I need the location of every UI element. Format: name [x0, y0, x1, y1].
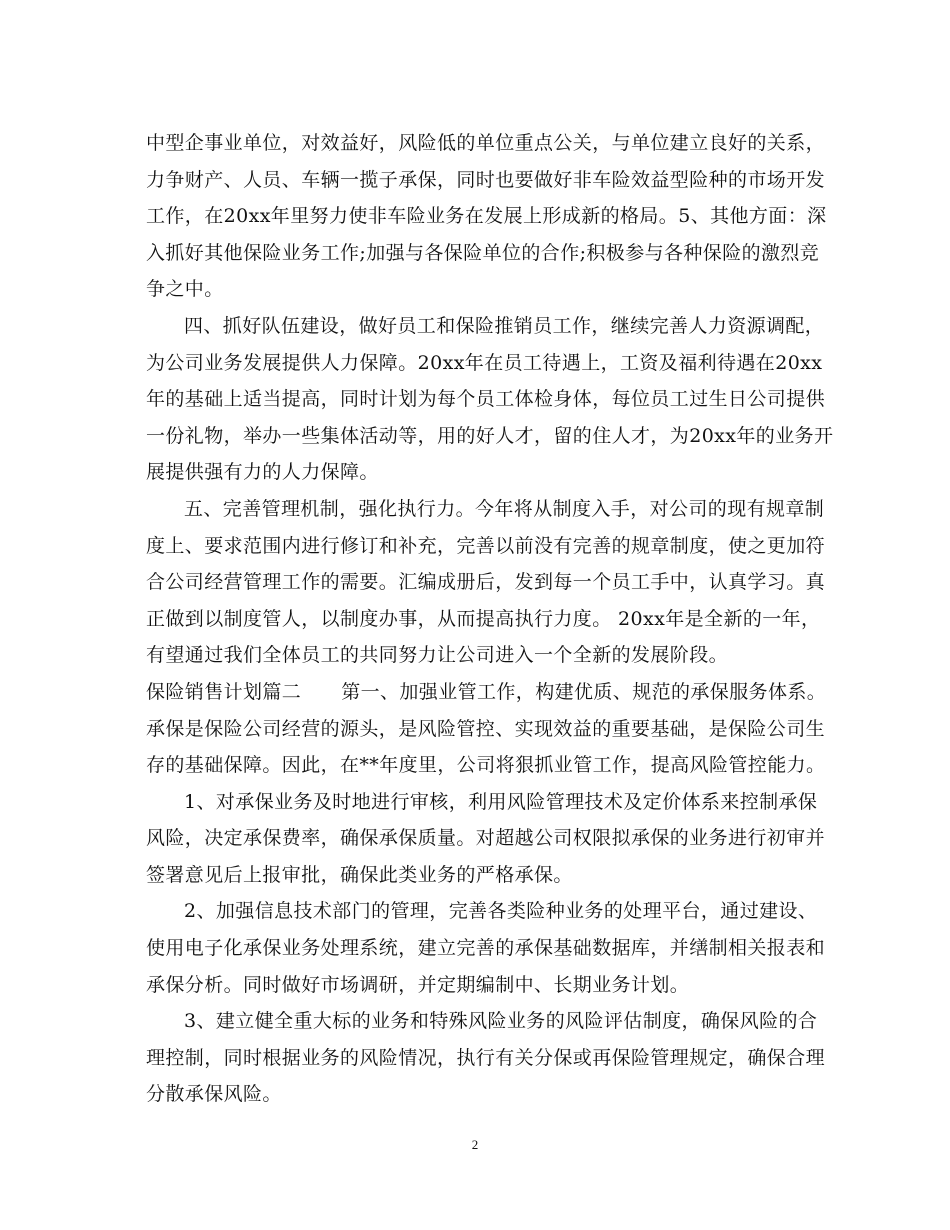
text-line: 分散承保风险。	[146, 1083, 282, 1106]
paragraph-start-line: 1、对承保业务及时地进行审核，利用风险管理技术及定价体系来控制承保	[184, 790, 818, 813]
paragraph-start-line: 四、抓好队伍建设，做好员工和保险推销员工作，继续完善人力资源调配，	[184, 314, 825, 337]
text-line: 工作，在20xx年里努力使非车险业务在发展上形成新的格局。5、其他方面：深	[146, 205, 827, 228]
page-number: 2	[471, 1137, 479, 1152]
text-line: 使用电子化承保业务处理系统，建立完善的承保基础数据库，并缮制相关报表和	[146, 937, 826, 960]
text-line: 年的基础上适当提高，同时计划为每个员工体检身体，每位员工过生日公司提供	[146, 388, 826, 411]
text-line: 中型企事业单位，对效益好，风险低的单位重点公关，与单位建立良好的关系，	[146, 132, 826, 154]
text-line: 争之中。	[146, 278, 224, 301]
text-line: 风险，决定承保费率，确保承保质量。对超越公司权限拟承保的业务进行初审并	[146, 827, 826, 850]
paragraph-start-line: 2、加强信息技术部门的管理，完善各类险种业务的处理平台，通过建设、	[184, 900, 818, 923]
paragraph-start-line: 3、建立健全重大标的业务和特殊风险业务的风险评估制度，确保风险的合	[184, 1010, 818, 1033]
text-line: 理控制，同时根据业务的风险情况，执行有关分保或再保险管理规定，确保合理	[146, 1046, 826, 1069]
text-line: 承保是保险公司经营的源头，是风险管控、实现效益的重要基础，是保险公司生	[146, 717, 826, 740]
document-body	[146, 125, 834, 1113]
section-heading: 保险销售计划篇二	[146, 680, 302, 703]
text-line: 力争财产、人员、车辆一揽子承保，同时也要做好非车险效益型险种的市场开发	[146, 168, 826, 191]
text-line: 为公司业务发展提供人力保障。20xx年在员工待遇上，工资及福利待遇在20xx	[146, 351, 823, 374]
text-line: 有望通过我们全体员工的共同努力让公司进入一个全新的发展阶段。	[146, 644, 729, 667]
text-line: 度上、要求范围内进行修订和补充，完善以前没有完善的规章制度，使之更加符	[146, 534, 826, 557]
text-line: 入抓好其他保险业务工作;加强与各保险单位的合作;积极参与各种保险的激烈竞	[146, 241, 820, 264]
text-line: 承保分析。同时做好市场调研，并定期编制中、长期业务计划。	[146, 973, 690, 996]
paragraph-start-line: 五、完善管理机制，强化执行力。今年将从制度入手，对公司的现有规章制	[184, 497, 825, 520]
text-line: 合公司经营管理工作的需要。汇编成册后，发到每一个员工手中，认真学习。真	[146, 571, 826, 594]
text-line: 签署意见后上报审批，确保此类业务的严格承保。	[146, 863, 573, 886]
text-line: 正做到以制度管人，以制度办事，从而提高执行力度。 20xx年是全新的一年，	[146, 607, 821, 630]
text-line: 展提供强有力的人力保障。	[146, 461, 379, 484]
section-first-item: 第一、加强业管工作，构建优质、规范的承保服务体系。	[341, 680, 827, 703]
text-line: 存的基础保障。因此，在**年度里，公司将狠抓业管工作，提高风险管控能力。	[146, 754, 826, 777]
text-line: 一份礼物，举办一些集体活动等，用的好人才，留的住人才，为20xx年的业务开	[146, 424, 834, 447]
section-heading-line	[146, 674, 827, 711]
